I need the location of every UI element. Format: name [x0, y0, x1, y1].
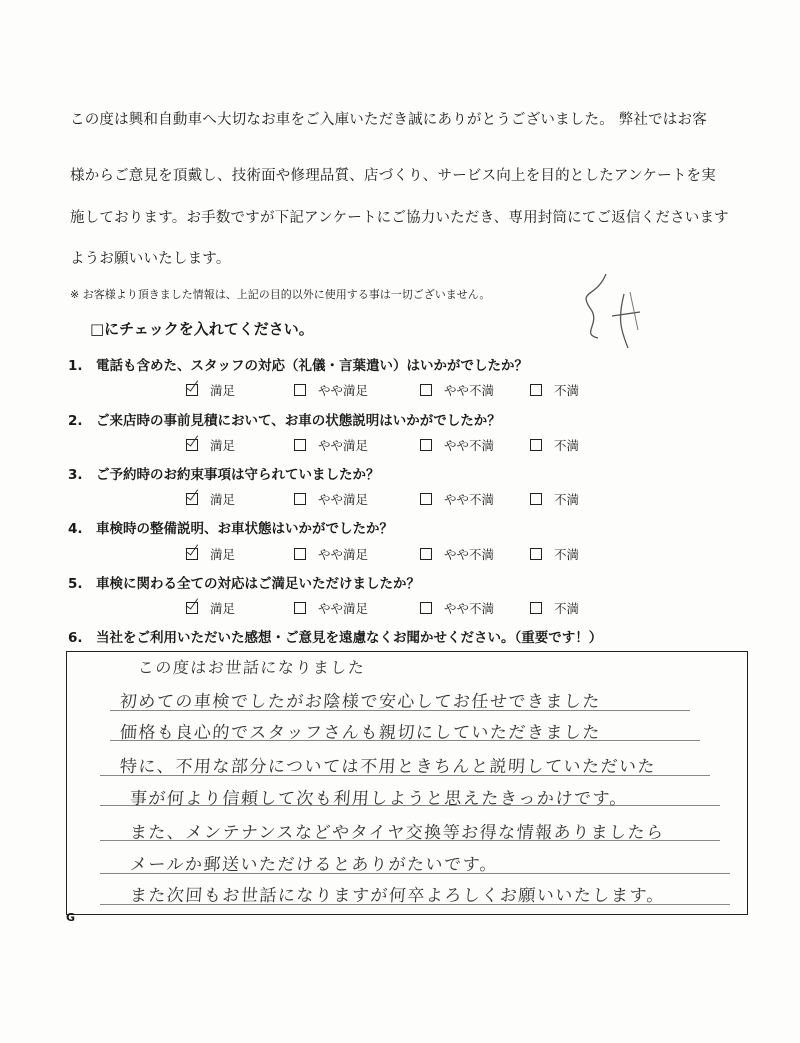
option-label: 不満 [554, 601, 580, 616]
checkbox[interactable] [530, 384, 542, 396]
option-dissatisfied[interactable] [530, 545, 579, 563]
checkbox[interactable] [420, 439, 432, 451]
checkbox[interactable] [294, 602, 306, 614]
option-satisfied[interactable] [186, 436, 235, 454]
question-5 [68, 572, 420, 592]
option-label: やや満足 [318, 547, 369, 562]
option-dissatisfied[interactable] [530, 436, 579, 454]
option-somewhat-dissatisfied[interactable] [420, 599, 494, 617]
option-label: やや満足 [318, 438, 369, 453]
question-text: ご予約時のお約束事項は守られていましたか？ [96, 467, 380, 483]
comment-line-1: この度はお世話になりました [137, 658, 367, 677]
option-dissatisfied[interactable] [530, 490, 579, 508]
question-number: 5. [68, 576, 83, 592]
option-somewhat-satisfied[interactable] [294, 599, 368, 617]
checkbox[interactable] [294, 439, 306, 451]
option-label: やや不満 [444, 492, 495, 507]
question-text: 電話も含めた、スタッフの対応（礼儀・言葉遣い）はいかがでしたか？ [96, 358, 528, 374]
checkbox[interactable] [294, 493, 306, 505]
option-somewhat-satisfied[interactable] [294, 545, 368, 563]
option-satisfied[interactable] [186, 381, 235, 399]
checkbox-checked[interactable] [186, 602, 198, 614]
question-3 [68, 463, 380, 483]
question-text: 車検時の整備説明、お車状態はいかがでしたか？ [96, 521, 393, 537]
checkbox-checked[interactable] [186, 439, 198, 451]
question-number: 4. [68, 521, 83, 537]
option-label: 満足 [210, 383, 236, 398]
checkbox[interactable] [530, 548, 542, 560]
question-6 [68, 626, 602, 646]
option-label: 満足 [210, 547, 236, 562]
question-text: ご来店時の事前見積において、お車の状態説明はいかがでしたか？ [96, 413, 501, 429]
option-label: やや不満 [444, 383, 495, 398]
footer-mark: G [66, 911, 76, 924]
checkbox-checked[interactable] [186, 493, 198, 505]
checkbox[interactable] [294, 384, 306, 396]
option-label: やや不満 [444, 601, 495, 616]
comment-line-2: 初めての車検でしたがお陰様で安心してお任せできました [119, 692, 602, 712]
question-text: 当社をご利用いただいた感想・ご意見を遠慮なくお聞かせください。（重要です！） [96, 630, 603, 646]
option-satisfied[interactable] [186, 545, 235, 563]
handwritten-mark [568, 268, 658, 358]
option-label: やや満足 [318, 492, 369, 507]
intro-line-4: ようお願いいたします。 [70, 251, 231, 267]
option-somewhat-dissatisfied[interactable] [420, 545, 494, 563]
checkbox[interactable] [420, 384, 432, 396]
privacy-note: ※ お客様より頂きました情報は、上記の目的以外に使用する事は一切ございません。 [70, 288, 491, 301]
checkbox-checked[interactable] [186, 384, 198, 396]
checkbox[interactable] [420, 602, 432, 614]
option-satisfied[interactable] [186, 599, 235, 617]
option-somewhat-satisfied[interactable] [294, 490, 368, 508]
option-label: 満足 [210, 438, 236, 453]
option-somewhat-dissatisfied[interactable] [420, 381, 494, 399]
question-number: 2. [68, 413, 83, 429]
comment-line-5: 事が何より信頼して次も利用しようと思えたきっかけです。 [129, 789, 629, 809]
instruction-heading: □にチェックを入れてください。 [90, 320, 314, 338]
option-label: 不満 [554, 492, 580, 507]
option-label: 不満 [554, 438, 580, 453]
question-number: 6. [68, 630, 83, 646]
checkbox[interactable] [530, 493, 542, 505]
checkbox[interactable] [530, 439, 542, 451]
option-label: 不満 [554, 383, 580, 398]
option-label: 満足 [210, 492, 236, 507]
checkbox-checked[interactable] [186, 548, 198, 560]
question-4 [68, 517, 393, 537]
checkbox[interactable] [530, 602, 542, 614]
option-somewhat-dissatisfied[interactable] [420, 490, 494, 508]
comment-line-7: メールか郵送いただけるとありがたいです。 [129, 855, 499, 875]
option-label: やや不満 [444, 438, 495, 453]
option-label: やや満足 [318, 383, 369, 398]
intro-line-1: この度は興和自動車へ大切なお車をご入庫いただき誠にありがとうございました。 弊社ではお客 [70, 112, 707, 128]
option-dissatisfied[interactable] [530, 381, 579, 399]
option-label: 不満 [554, 547, 580, 562]
option-somewhat-dissatisfied[interactable] [420, 436, 494, 454]
intro-line-3: 施しております。お手数ですが下記アンケートにご協力いただき、専用封筒にてご返信くださいます [70, 210, 729, 226]
option-label: やや不満 [444, 547, 495, 562]
option-somewhat-satisfied[interactable] [294, 436, 368, 454]
question-1 [68, 354, 528, 374]
question-number: 1. [68, 358, 83, 374]
question-2 [68, 409, 501, 429]
option-somewhat-satisfied[interactable] [294, 381, 368, 399]
comment-line-3: 価格も良心的でスタッフさんも親切にしていただきました [119, 723, 602, 743]
checkbox[interactable] [294, 548, 306, 560]
checkbox[interactable] [420, 548, 432, 560]
intro-line-2: 様からご意見を頂戴し、技術面や修理品質、店づくり、サービス向上を目的としたアンケートを実 [70, 168, 716, 184]
comment-line-4: 特に、不用な部分については不用ときちんと説明していただいた [119, 757, 657, 777]
option-label: やや満足 [318, 601, 369, 616]
comment-line-6: また、メンテナンスなどやタイヤ交換等お得な情報ありましたら [129, 823, 666, 843]
question-text: 車検に関わる全ての対応はご満足いただけましたか？ [96, 576, 420, 592]
option-satisfied[interactable] [186, 490, 235, 508]
comment-line-8: また次回もお世話になりますが何卒よろしくお願いいたします。 [129, 886, 666, 906]
option-label: 満足 [210, 601, 236, 616]
checkbox[interactable] [420, 493, 432, 505]
option-dissatisfied[interactable] [530, 599, 579, 617]
question-number: 3. [68, 467, 83, 483]
